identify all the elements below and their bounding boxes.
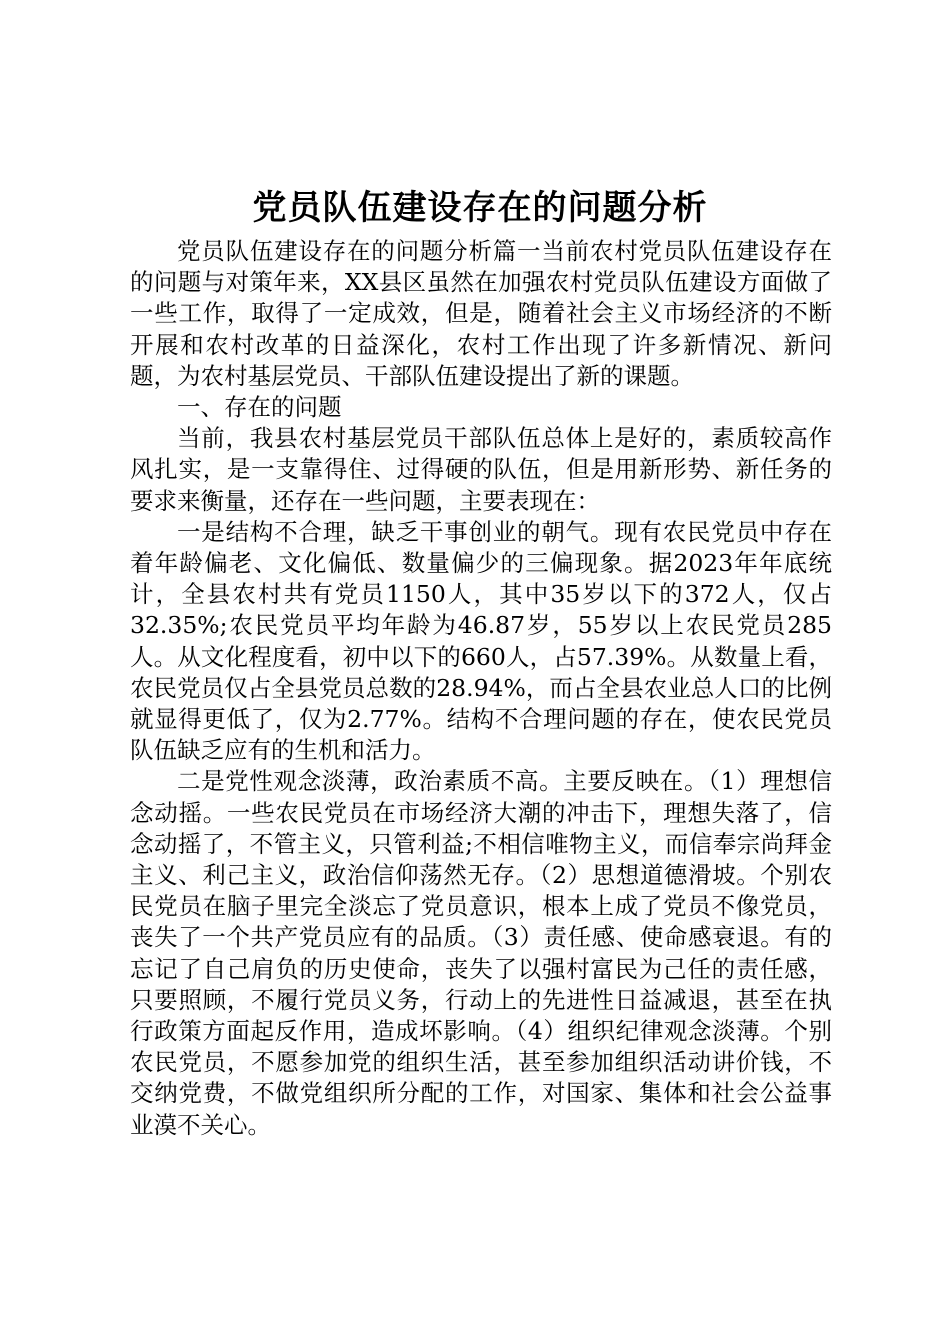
paragraph-structure: 一是结构不合理，缺乏干事创业的朝气。现有农民党员中存在着年龄偏老、文化偏低、数量偏少的三偏现象。据2023年年底统计，全县农村共有党员1150人，其中35岁以下的372人，仅占32.35%;农民党员平均年龄为46.87岁，55岁以上农民党员285人。从文化程度看，初中以下的660人，占57.39%。从数量上看，农民党员仅占全县党员总数的28.94%，而占全县农业总人口的比例就显得更低了，仅为2.77%。结构不合理问题的存在，使农民党员队伍缺乏应有的生机和活力。: [130, 517, 832, 765]
paragraph-overview: 当前，我县农村基层党员干部队伍总体上是好的，素质较高作风扎实，是一支靠得住、过得硬的队伍，但是用新形势、新任务的要求来衡量，还存在一些问题，主要表现在：: [130, 424, 832, 515]
document-body: [130, 236, 832, 1141]
section-heading-problems: 一、存在的问题: [177, 393, 342, 422]
paragraph-party-spirit: 二是党性观念淡薄，政治素质不高。主要反映在。（1）理想信念动摇。一些农民党员在市场经济大潮的冲击下，理想失落了，信念动摇了，不管主义，只管利益;不相信唯物主义，而信奉宗尚拜金主义、利己主义，政治信仰荡然无存。（2）思想道德滑坡。个别农民党员在脑子里完全淡忘了党员意识，根本上成了党员不像党员，丧失了一个共产党员应有的品质。（3）责任感、使命感衰退。有的忘记了自己肩负的历史使命，丧失了以强村富民为己任的责任感，只要照顾，不履行党员义务，行动上的先进性日益减退，甚至在执行政策方面起反作用，造成坏影响。（4）组织纪律观念淡薄。个别农民党员，不愿参加党的组织生活，甚至参加组织活动讲价钱，不交纳党费，不做党组织所分配的工作，对国家、集体和社会公益事业漠不关心。: [130, 767, 832, 1139]
paragraph-intro: 党员队伍建设存在的问题分析篇一当前农村党员队伍建设存在的问题与对策年来，XX县区虽然在加强农村党员队伍建设方面做了一些工作，取得了一定成效，但是，随着社会主义市场经济的不断开展和农村改革的日益深化，农村工作出现了许多新情况、新问题，为农村基层党员、干部队伍建设提出了新的课题。: [130, 237, 832, 390]
document-title: 党员队伍建设存在的问题分析: [252, 188, 708, 228]
